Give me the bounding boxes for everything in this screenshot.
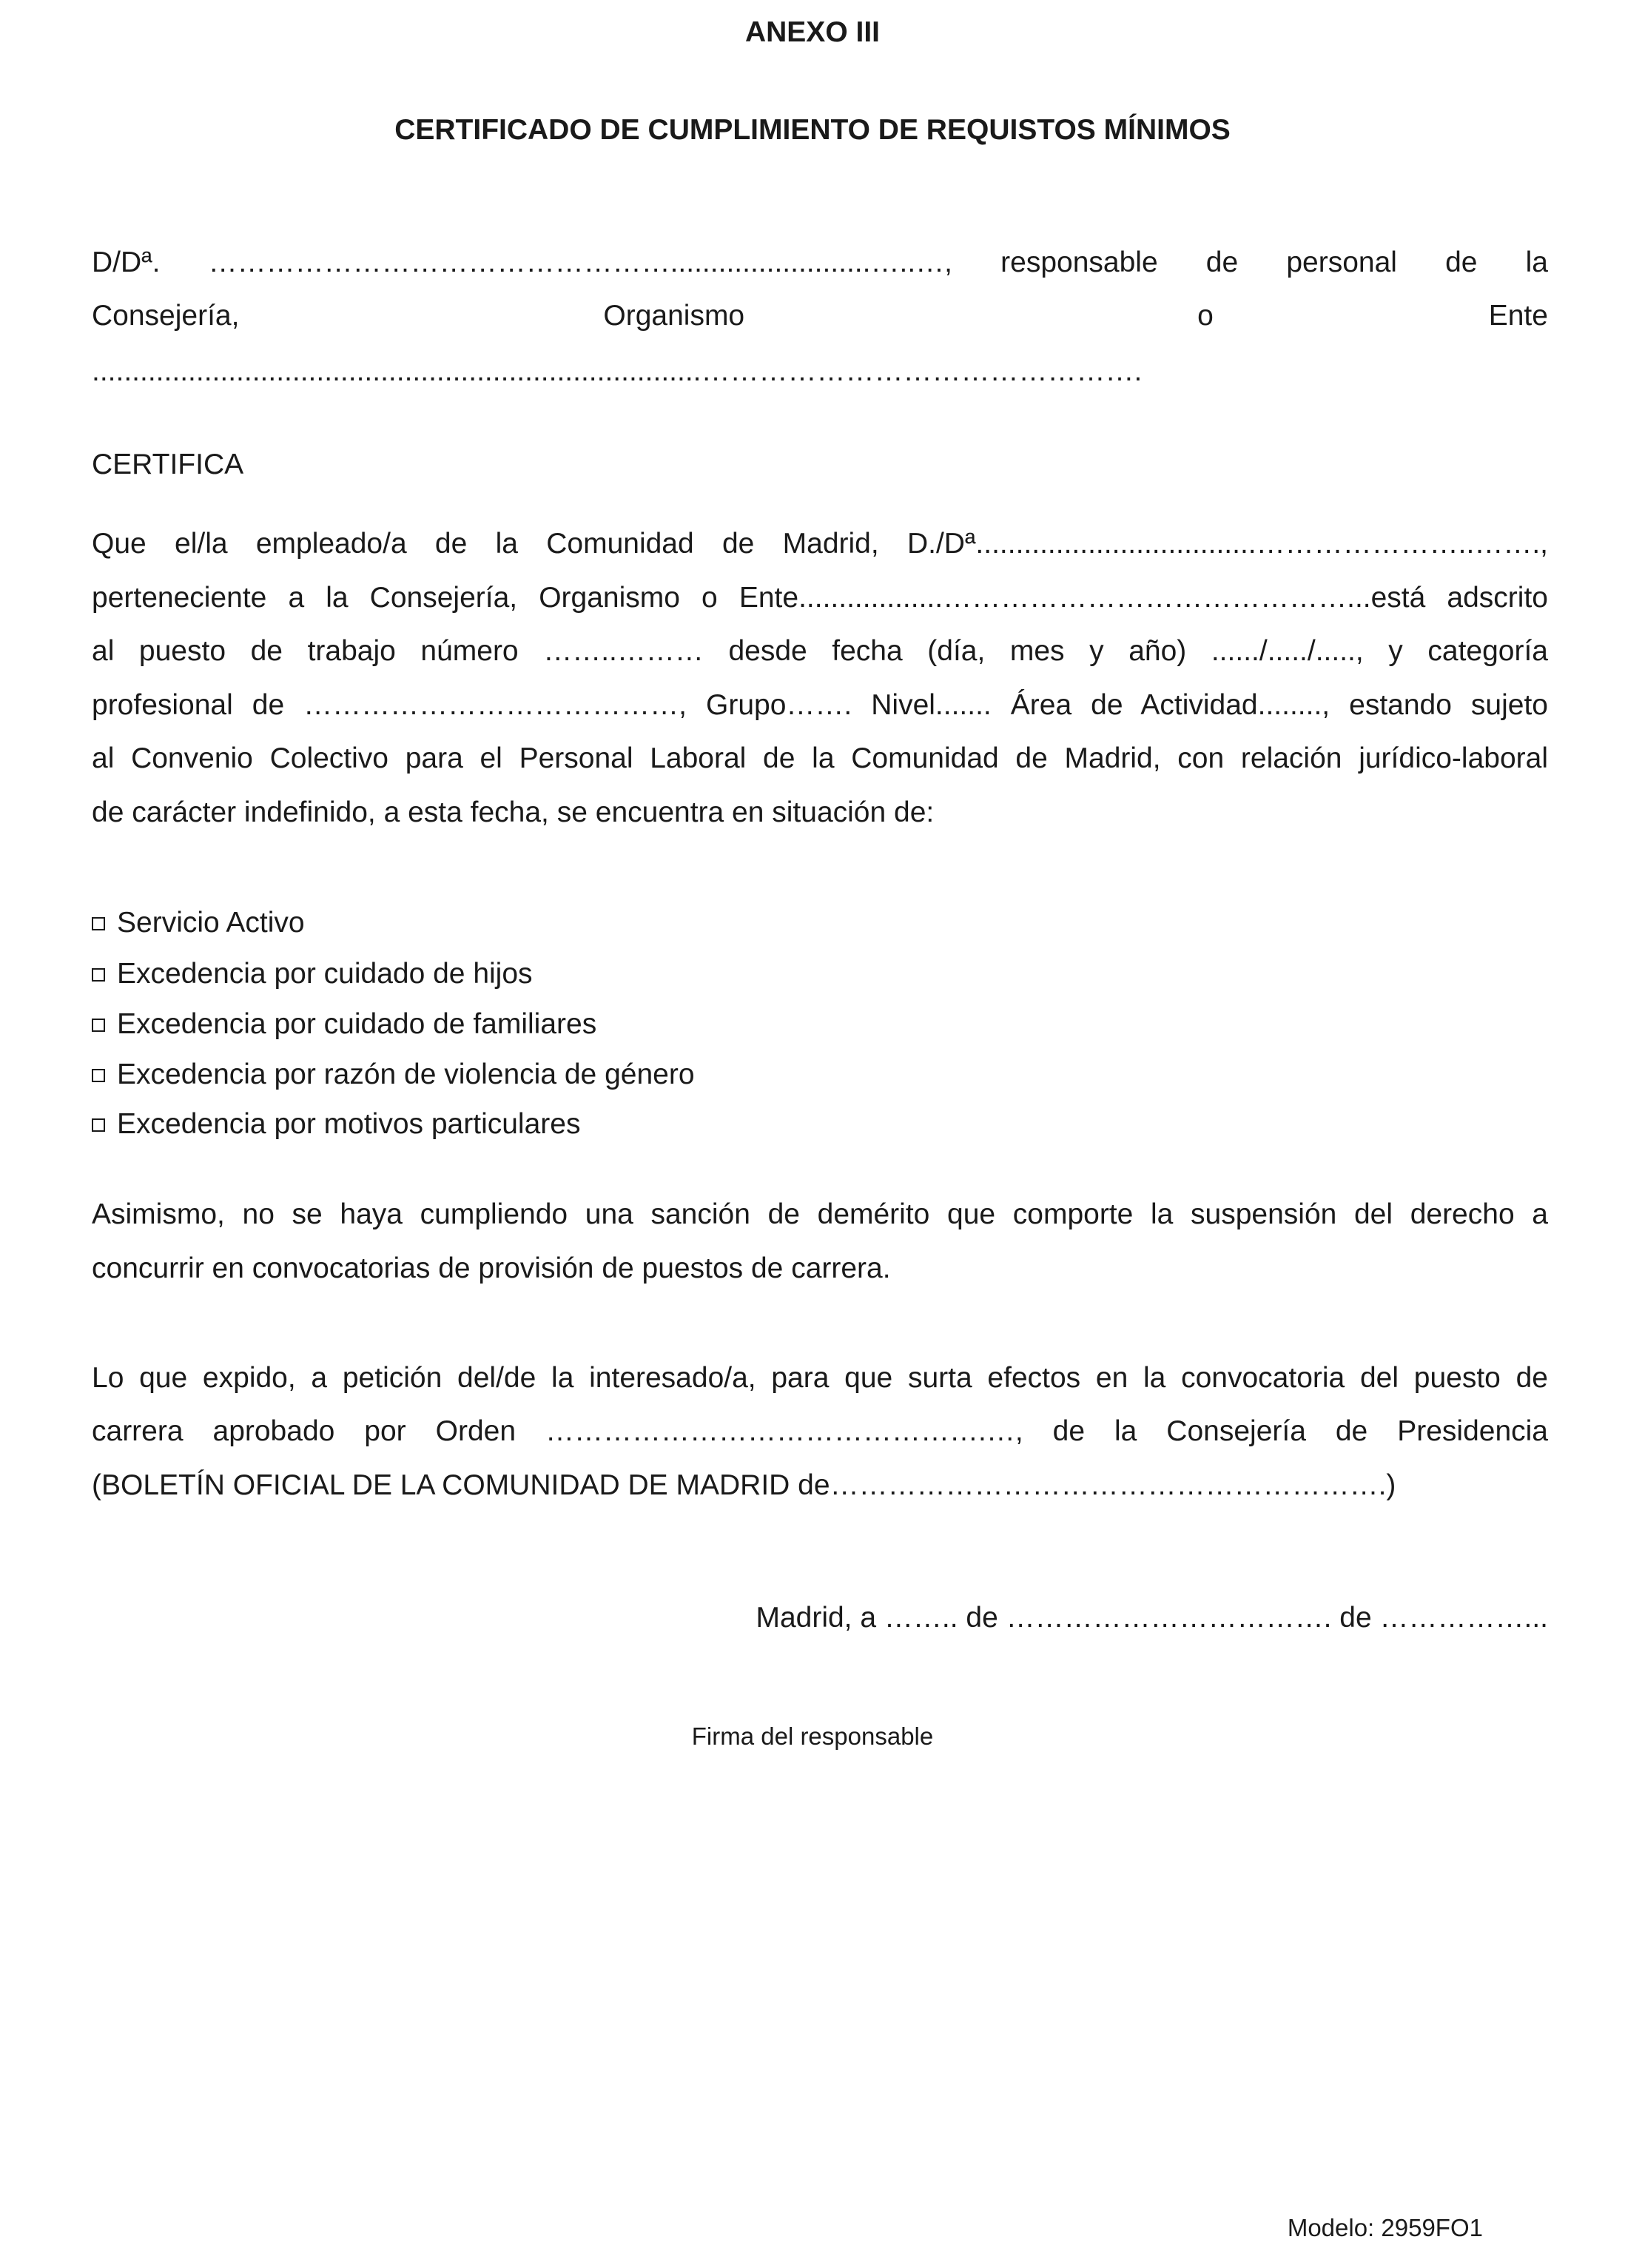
paragraph1-line: al Convenio Colectivo para el Personal Laboral de la Comunidad de Madrid, con relación jurídico-laboral xyxy=(92,742,1548,774)
option-violencia-genero[interactable]: Excedencia por razón de violencia de género xyxy=(92,1058,695,1091)
option-motivos-particulares[interactable]: Excedencia por motivos particulares xyxy=(92,1108,580,1141)
paragraph3-line: (BOLETÍN OFICIAL DE LA COMUNIDAD DE MADRID de………………………………………………….) xyxy=(92,1469,1396,1501)
paragraph1-line: Que el/la empleado/a de la Comunidad de Madrid, D./Dª...................................…………………..……., xyxy=(92,528,1548,560)
paragraph1-line: perteneciente a la Consejería, Organismo o Ente..................……………………………………...está adscrito xyxy=(92,582,1548,614)
intro-line-2-d: Ente xyxy=(1488,300,1548,332)
intro-line-2-a: Consejería, xyxy=(92,300,240,332)
checkbox-icon[interactable] xyxy=(92,917,105,930)
option-cuidado-familiares[interactable]: Excedencia por cuidado de familiares xyxy=(92,1008,596,1041)
paragraph2-line: concurrir en convocatorias de provisión de puestos de carrera. xyxy=(92,1252,891,1284)
checkbox-icon[interactable] xyxy=(92,968,105,982)
model-code: Modelo: 2959FO1 xyxy=(1287,2214,1483,2241)
paragraph2-line: Asimismo, no se haya cumpliendo una sanción de demérito que comporte la suspensión del derecho a xyxy=(92,1198,1548,1230)
checkbox-icon[interactable] xyxy=(92,1069,105,1082)
intro-line-2-c: o xyxy=(1197,300,1214,332)
annex-heading: ANEXO III xyxy=(744,16,881,48)
checkbox-icon[interactable] xyxy=(92,1118,105,1132)
intro-line-2 xyxy=(92,300,1548,332)
option-cuidado-hijos[interactable]: Excedencia por cuidado de hijos xyxy=(92,958,533,990)
signature-label: Firma del responsable xyxy=(691,1722,934,1750)
paragraph3-line: Lo que expido, a petición del/de la interesado/a, para que surta efectos en la convocatoria del puesto de xyxy=(92,1362,1548,1394)
checkbox-icon[interactable] xyxy=(92,1019,105,1032)
paragraph1-line: de carácter indefinido, a esta fecha, se encuentra en situación de: xyxy=(92,796,935,828)
paragraph3-line: carrera aprobado por Orden ……………………………………….…, de la Consejería de Presidencia xyxy=(92,1415,1548,1447)
paragraph1-line: al puesto de trabajo número ……..……… desde fecha (día, mes y año) ....../...../....., y categoría xyxy=(92,635,1548,667)
intro-line-2-b: Organismo xyxy=(603,300,745,332)
intro-line-1: D/Dª. ………………………………………….........................…..…, responsable de personal de la xyxy=(92,246,1548,278)
paragraph1-line: profesional de …………………………………, Grupo……. Nivel....... Área de Actividad........, estando sujeto xyxy=(92,689,1548,721)
option-servicio-activo[interactable]: Servicio Activo xyxy=(92,907,305,939)
intro-line-3: ............................................................................………………………………………. xyxy=(92,355,1143,387)
date-line: Madrid, a …….. de ……………………………. de ……………... xyxy=(756,1602,1548,1634)
document-title: CERTIFICADO DE CUMPLIMIENTO DE REQUISTOS MÍNIMOS xyxy=(394,114,1231,146)
certifica-heading: CERTIFICA xyxy=(92,449,244,480)
